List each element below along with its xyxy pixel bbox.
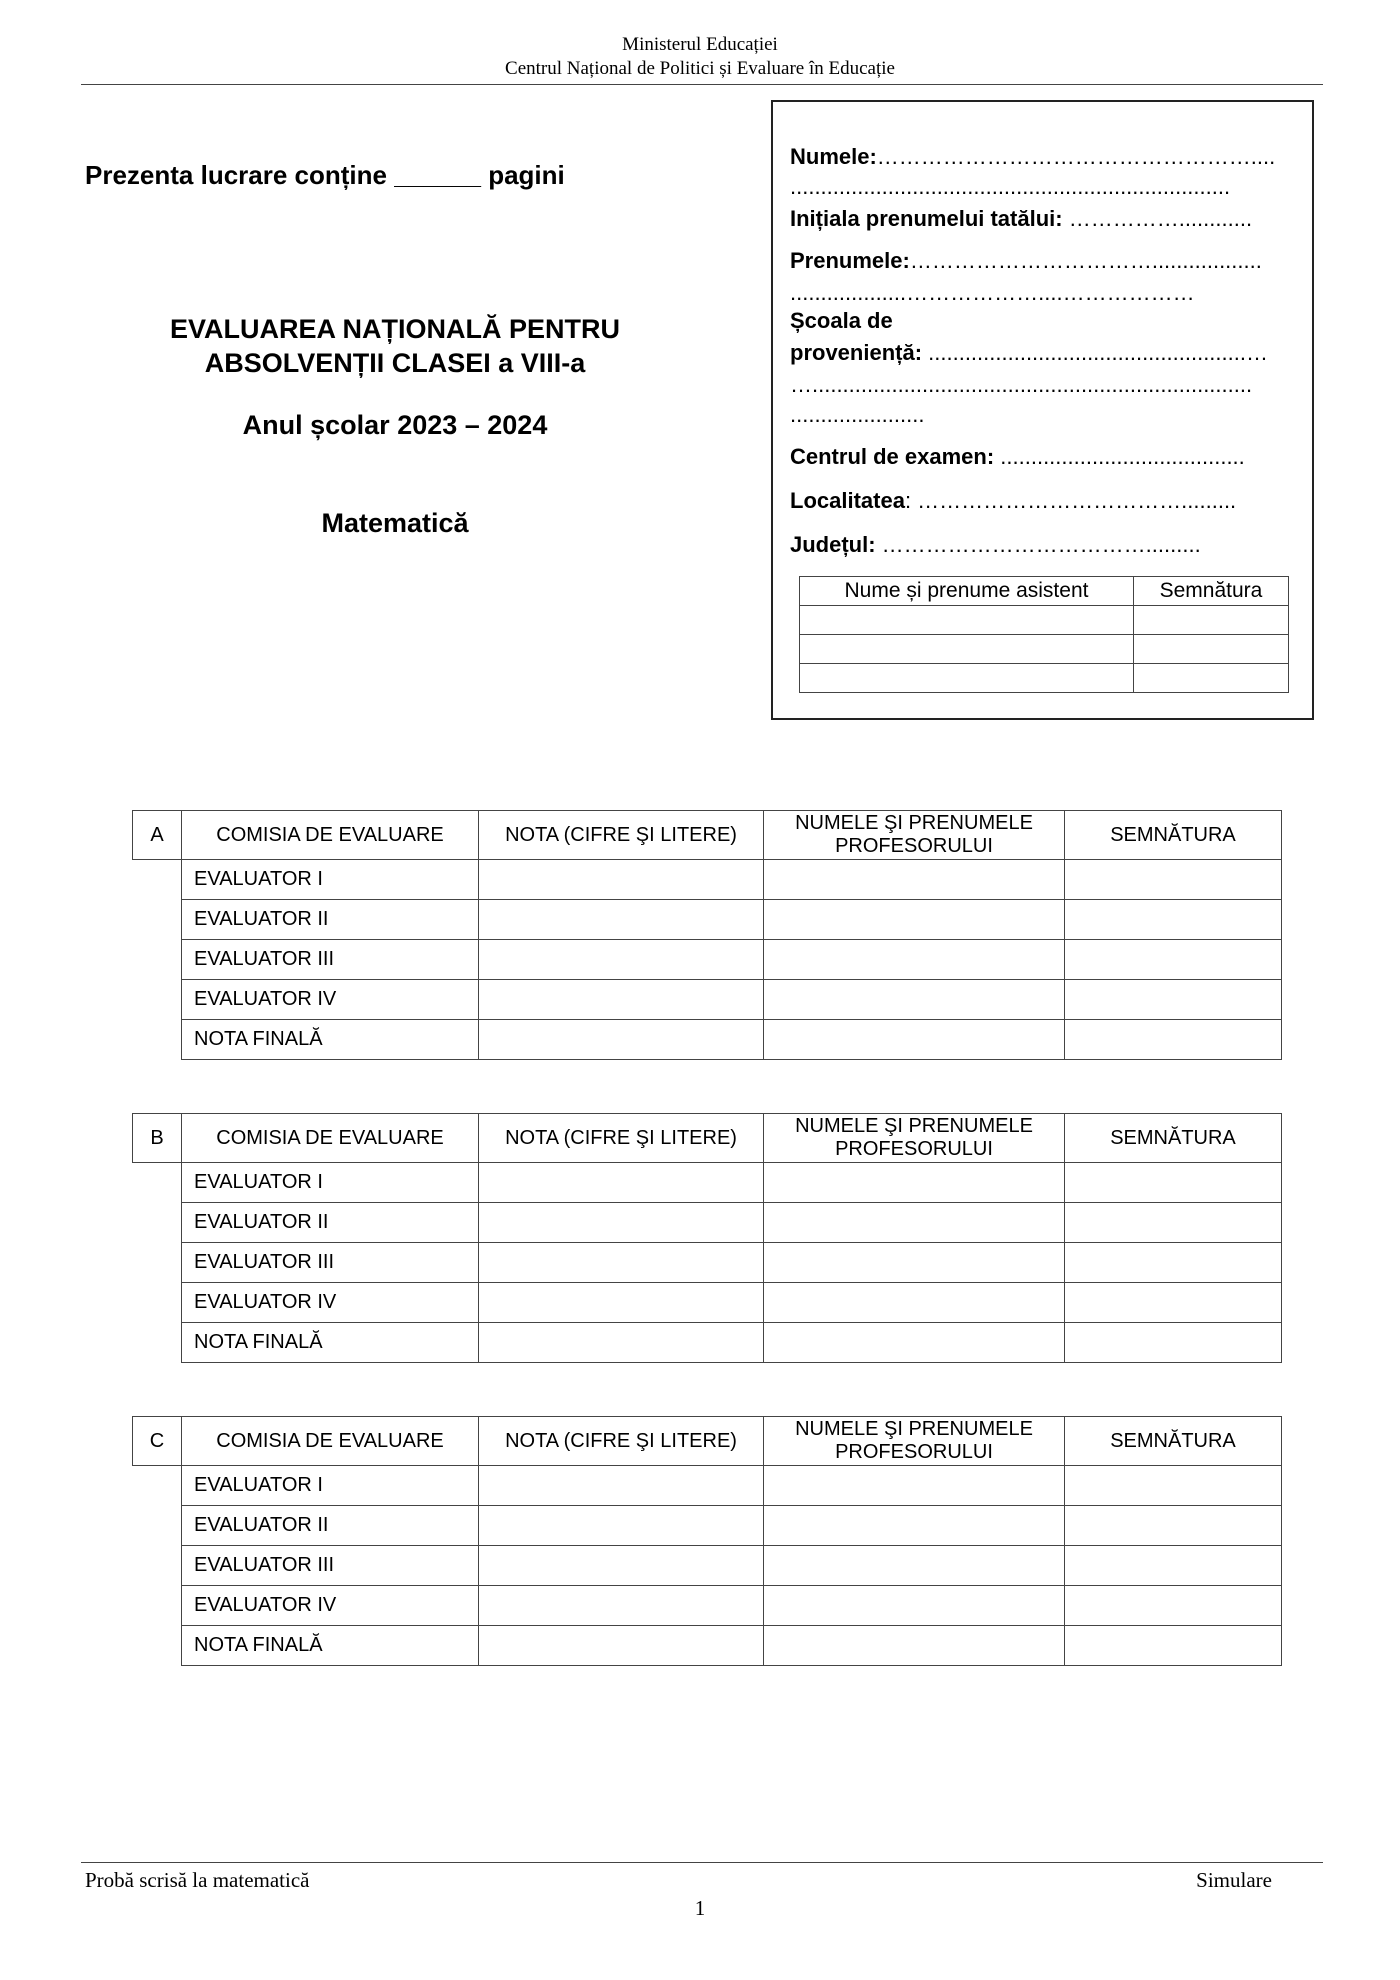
grade-cell[interactable] bbox=[479, 940, 764, 980]
grade-cell[interactable] bbox=[479, 1546, 764, 1586]
name-field-continued[interactable]: ........................................................................ bbox=[790, 174, 1231, 199]
grade-header: NOTA (CIFRE ŞI LITERE) bbox=[479, 1417, 764, 1466]
grade-cell[interactable] bbox=[479, 1323, 764, 1363]
assistant-table bbox=[799, 576, 1289, 693]
commission-header: COMISIA DE EVALUARE bbox=[182, 811, 479, 860]
school-year: Anul școlar 2023 – 2024 bbox=[242, 410, 548, 440]
commission-header: COMISIA DE EVALUARE bbox=[182, 1114, 479, 1163]
center-header: Centrul Național de Politici și Evaluare în Educație bbox=[505, 58, 895, 79]
grade-cell[interactable] bbox=[479, 1243, 764, 1283]
header-divider bbox=[81, 84, 1323, 85]
footer-session: Simulare bbox=[1196, 1868, 1272, 1892]
signature-cell[interactable] bbox=[1065, 1466, 1282, 1506]
teacher-name-cell[interactable] bbox=[764, 1203, 1065, 1243]
teacher-name-cell[interactable] bbox=[764, 1283, 1065, 1323]
evaluation-table-a bbox=[132, 810, 1282, 1060]
final-grade-label: NOTA FINALĂ bbox=[182, 1020, 479, 1060]
pages-count-line: Prezenta lucrare conține ______ pagini bbox=[85, 160, 565, 190]
final-grade-label: NOTA FINALĂ bbox=[182, 1323, 479, 1363]
father-initial-field[interactable]: Inițiala prenumelui tatălui: ……………............ bbox=[790, 206, 1253, 231]
teacher-name-cell[interactable] bbox=[764, 900, 1065, 940]
name-field[interactable]: Numele:…………………………………………….... bbox=[790, 144, 1276, 169]
assistant-signature-cell[interactable] bbox=[1134, 606, 1289, 635]
first-name-field[interactable]: Prenumele:…………………………….................. bbox=[790, 248, 1262, 273]
assistant-name-cell[interactable] bbox=[800, 606, 1134, 635]
evaluator-label: EVALUATOR I bbox=[182, 860, 479, 900]
teacher-name-header: NUMELE ŞI PRENUMELE PROFESORULUI bbox=[764, 1114, 1065, 1163]
evaluator-label: EVALUATOR II bbox=[182, 1203, 479, 1243]
teacher-name-cell[interactable] bbox=[764, 1546, 1065, 1586]
grade-cell[interactable] bbox=[479, 900, 764, 940]
candidate-id-box bbox=[771, 100, 1314, 720]
evaluator-label: EVALUATOR IV bbox=[182, 1586, 479, 1626]
signature-cell[interactable] bbox=[1065, 1243, 1282, 1283]
table-letter: B bbox=[133, 1114, 182, 1163]
signature-cell[interactable] bbox=[1065, 940, 1282, 980]
grade-header: NOTA (CIFRE ŞI LITERE) bbox=[479, 1114, 764, 1163]
signature-cell[interactable] bbox=[1065, 1163, 1282, 1203]
school-field[interactable]: proveniență: ....................................................… bbox=[790, 340, 1268, 365]
signature-cell[interactable] bbox=[1065, 1283, 1282, 1323]
grade-cell[interactable] bbox=[479, 1506, 764, 1546]
grade-cell[interactable] bbox=[479, 1466, 764, 1506]
page-number: 1 bbox=[694, 1896, 706, 1920]
exam-center-field[interactable]: Centrul de examen: ........................................ bbox=[790, 444, 1245, 469]
evaluator-label: EVALUATOR III bbox=[182, 1243, 479, 1283]
teacher-name-header: NUMELE ŞI PRENUMELE PROFESORULUI bbox=[764, 811, 1065, 860]
teacher-name-cell[interactable] bbox=[764, 1243, 1065, 1283]
grade-cell[interactable] bbox=[479, 1203, 764, 1243]
signature-cell[interactable] bbox=[1065, 1203, 1282, 1243]
teacher-name-cell[interactable] bbox=[764, 980, 1065, 1020]
assistant-name-cell[interactable] bbox=[800, 635, 1134, 664]
table-letter: A bbox=[133, 811, 182, 860]
signature-cell[interactable] bbox=[1065, 1506, 1282, 1546]
teacher-name-cell[interactable] bbox=[764, 1506, 1065, 1546]
teacher-name-cell[interactable] bbox=[764, 940, 1065, 980]
teacher-name-cell[interactable] bbox=[764, 1586, 1065, 1626]
teacher-name-cell[interactable] bbox=[764, 1466, 1065, 1506]
evaluator-label: EVALUATOR IV bbox=[182, 980, 479, 1020]
school-label-line1: Școala de bbox=[790, 308, 893, 333]
signature-cell[interactable] bbox=[1065, 1626, 1282, 1666]
first-name-field-continued[interactable]: ...................………………....……………… bbox=[790, 280, 1195, 305]
signature-cell[interactable] bbox=[1065, 860, 1282, 900]
grade-cell[interactable] bbox=[479, 980, 764, 1020]
signature-cell[interactable] bbox=[1065, 1020, 1282, 1060]
footer-divider bbox=[81, 1862, 1323, 1863]
school-field-continued[interactable]: …........................................................................ bbox=[790, 372, 1253, 397]
school-field-continued-2[interactable]: ...................... bbox=[790, 402, 925, 427]
assistant-signature-header: Semnătura bbox=[1134, 577, 1289, 606]
grade-cell[interactable] bbox=[479, 860, 764, 900]
signature-cell[interactable] bbox=[1065, 900, 1282, 940]
signature-header: SEMNĂTURA bbox=[1065, 1114, 1282, 1163]
commission-header: COMISIA DE EVALUARE bbox=[182, 1417, 479, 1466]
evaluation-table-c bbox=[132, 1416, 1282, 1666]
evaluator-label: EVALUATOR I bbox=[182, 1163, 479, 1203]
teacher-name-cell[interactable] bbox=[764, 1626, 1065, 1666]
county-field[interactable]: Județul: ………………………………......... bbox=[790, 532, 1201, 557]
footer-exam-name: Probă scrisă la matematică bbox=[85, 1868, 310, 1892]
signature-header: SEMNĂTURA bbox=[1065, 1417, 1282, 1466]
signature-cell[interactable] bbox=[1065, 1586, 1282, 1626]
teacher-name-header: NUMELE ŞI PRENUMELE PROFESORULUI bbox=[764, 1417, 1065, 1466]
grade-cell[interactable] bbox=[479, 1283, 764, 1323]
exam-title-line2: ABSOLVENȚII CLASEI a VIII-a bbox=[204, 348, 586, 378]
teacher-name-cell[interactable] bbox=[764, 860, 1065, 900]
evaluator-label: EVALUATOR IV bbox=[182, 1283, 479, 1323]
teacher-name-cell[interactable] bbox=[764, 1020, 1065, 1060]
subject-title: Matematică bbox=[321, 508, 469, 538]
assistant-name-cell[interactable] bbox=[800, 664, 1134, 693]
grade-cell[interactable] bbox=[479, 1586, 764, 1626]
assistant-signature-cell[interactable] bbox=[1134, 635, 1289, 664]
evaluator-label: EVALUATOR III bbox=[182, 940, 479, 980]
final-grade-label: NOTA FINALĂ bbox=[182, 1626, 479, 1666]
evaluator-label: EVALUATOR I bbox=[182, 1466, 479, 1506]
evaluator-label: EVALUATOR III bbox=[182, 1546, 479, 1586]
locality-field[interactable]: Localitatea: ………………………………......... bbox=[790, 488, 1237, 513]
grade-cell[interactable] bbox=[479, 1020, 764, 1060]
evaluation-table-b bbox=[132, 1113, 1282, 1363]
evaluator-label: EVALUATOR II bbox=[182, 1506, 479, 1546]
teacher-name-cell[interactable] bbox=[764, 1323, 1065, 1363]
evaluator-label: EVALUATOR II bbox=[182, 900, 479, 940]
signature-cell[interactable] bbox=[1065, 1546, 1282, 1586]
exam-title-line1: EVALUAREA NAȚIONALĂ PENTRU bbox=[170, 314, 620, 344]
assistant-signature-cell[interactable] bbox=[1134, 664, 1289, 693]
grade-header: NOTA (CIFRE ŞI LITERE) bbox=[479, 811, 764, 860]
signature-header: SEMNĂTURA bbox=[1065, 811, 1282, 860]
signature-cell[interactable] bbox=[1065, 1323, 1282, 1363]
grade-cell[interactable] bbox=[479, 1163, 764, 1203]
assistant-name-header: Nume și prenume asistent bbox=[800, 577, 1134, 606]
ministry-header: Ministerul Educației bbox=[622, 34, 778, 55]
teacher-name-cell[interactable] bbox=[764, 1163, 1065, 1203]
table-letter: C bbox=[133, 1417, 182, 1466]
signature-cell[interactable] bbox=[1065, 980, 1282, 1020]
grade-cell[interactable] bbox=[479, 1626, 764, 1666]
